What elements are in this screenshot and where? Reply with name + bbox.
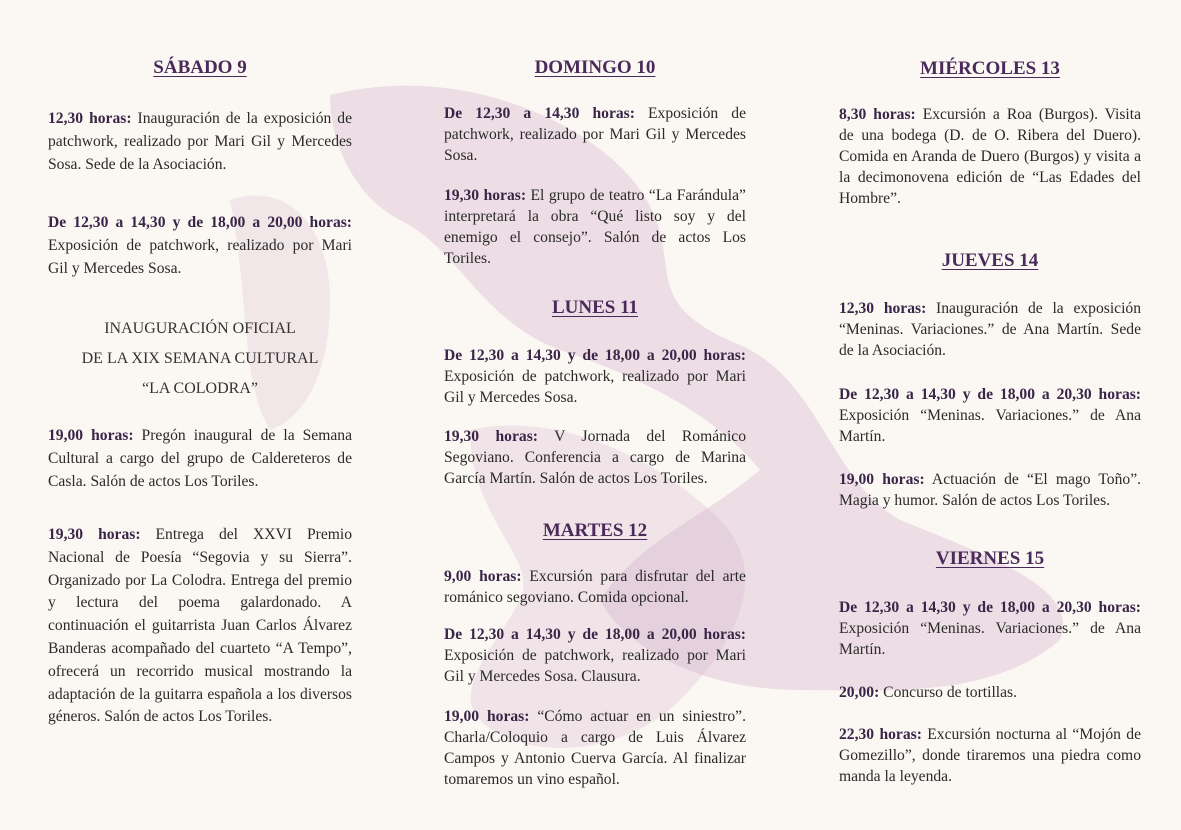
event-domingo-1 bbox=[444, 103, 746, 166]
event-time: 19,30 horas: bbox=[444, 428, 538, 445]
event-jueves-3 bbox=[839, 469, 1141, 511]
event-desc: Excursión nocturna al “Mojón de Gomezillo”, donde tiraremos una piedra como manda la leyenda. bbox=[839, 726, 1141, 785]
event-time: 20,00: bbox=[839, 684, 880, 701]
event-time: De 12,30 a 14,30 y de 18,00 a 20,00 horas: bbox=[444, 626, 746, 643]
event-time: 19,00 horas: bbox=[839, 471, 925, 488]
event-time: De 12,30 a 14,30 y de 18,00 a 20,00 horas: bbox=[444, 347, 746, 364]
event-desc: “Cómo actuar en un siniestro”. Charla/Coloquio a cargo de Luis Álvarez Campos y Antonio Cuerva García. Al finalizar tomaremos un vino español. bbox=[444, 708, 746, 788]
event-desc: Excursión a Roa (Burgos). Visita de una bodega (D. de O. Ribera del Duero). Comida en Aranda de Duero (Burgos) y visita a la decimonovena edición de “Las Edades del Hombre”. bbox=[839, 106, 1141, 207]
event-time: 19,00 horas: bbox=[444, 708, 530, 725]
event-lunes-1 bbox=[444, 345, 746, 408]
event-miercoles-1 bbox=[839, 104, 1141, 209]
event-martes-3 bbox=[444, 706, 746, 790]
event-time: 12,30 horas: bbox=[48, 110, 132, 127]
inaug-line: DE LA XIX SEMANA CULTURAL bbox=[81, 350, 319, 367]
event-desc: Exposición de patchwork, realizado por Mari Gil y Mercedes Sosa. bbox=[48, 236, 352, 277]
event-desc: Excursión para disfrutar del arte románico segoviano. Comida opcional. bbox=[444, 568, 746, 606]
day-heading-martes: MARTES 12 bbox=[542, 520, 648, 541]
inauguracion-oficial bbox=[48, 314, 352, 404]
event-desc: Exposición “Meninas. Variaciones.” de Ana Martín. bbox=[839, 620, 1141, 658]
event-martes-2 bbox=[444, 624, 746, 687]
event-jueves-1 bbox=[839, 298, 1141, 361]
event-time: 8,30 horas: bbox=[839, 106, 916, 123]
event-sabado-4 bbox=[48, 524, 352, 729]
event-martes-1 bbox=[444, 566, 746, 608]
inaug-line: “LA COLODRA” bbox=[142, 380, 258, 397]
day-heading-sabado: SÁBADO 9 bbox=[153, 57, 247, 78]
day-heading-viernes: VIERNES 15 bbox=[935, 548, 1045, 569]
day-heading-jueves: JUEVES 14 bbox=[941, 250, 1039, 271]
event-time: De 12,30 a 14,30 y de 18,00 a 20,30 horas: bbox=[839, 599, 1141, 616]
event-time: De 12,30 a 14,30 y de 18,00 a 20,30 horas: bbox=[839, 386, 1141, 403]
event-time: 9,00 horas: bbox=[444, 568, 522, 585]
event-desc: Exposición de patchwork, realizado por Mari Gil y Mercedes Sosa. bbox=[444, 368, 746, 406]
event-sabado-2 bbox=[48, 212, 352, 280]
event-lunes-2 bbox=[444, 426, 746, 489]
event-sabado-1 bbox=[48, 108, 352, 176]
event-desc: V Jornada del Románico Segoviano. Conferencia a cargo de Marina García Martín. Salón de actos Los Toriles. bbox=[444, 428, 747, 487]
event-time: De 12,30 a 14,30 horas: bbox=[444, 105, 635, 122]
day-heading-domingo: DOMINGO 10 bbox=[534, 57, 656, 78]
event-desc: Exposición de patchwork, realizado por Mari Gil y Mercedes Sosa. Clausura. bbox=[444, 647, 746, 685]
event-desc: Concurso de tortillas. bbox=[879, 684, 1018, 701]
event-desc: Exposición de patchwork, realizado por Mari Gil y Mercedes Sosa. bbox=[444, 105, 746, 164]
day-heading-lunes: LUNES 11 bbox=[551, 297, 639, 318]
event-desc: Entrega del XXVI Premio Nacional de Poesía “Segovia y su Sierra”. Organizado por La Colodra. Entrega del premio y lectura del poema galardonado. A continuación el guitarrista Juan Carlos Álvarez Banderas acompañado del cuarteto “A Tempo”, ofrecerá un recorrido musical mostrando la adaptación de la guitarra española a los diversos géneros. Salón de actos Los Toriles. bbox=[48, 526, 352, 726]
event-viernes-2 bbox=[839, 682, 1141, 703]
inaug-line: INAUGURACIÓN OFICIAL bbox=[104, 320, 296, 337]
event-sabado-3 bbox=[48, 425, 352, 493]
event-desc: Exposición “Meninas. Variaciones.” de Ana Martín. bbox=[839, 407, 1141, 445]
event-desc: Pregón inaugural de la Semana Cultural a cargo del grupo de Caldereteros de Casla. Salón de actos Los Toriles. bbox=[48, 427, 352, 490]
event-time: 19,00 horas: bbox=[48, 427, 134, 444]
event-desc: Actuación de “El mago Toño”. Magia y humor. Salón de actos Los Toriles. bbox=[839, 471, 1142, 509]
event-time: De 12,30 a 14,30 y de 18,00 a 20,00 horas: bbox=[48, 214, 352, 231]
event-desc: Inauguración de la exposición “Meninas. Variaciones.” de Ana Martín. Sede de la Asociación. bbox=[839, 300, 1142, 359]
event-desc: El grupo de teatro “La Farándula” interpretará la obra “Qué listo soy y del enemigo el consejo”. Salón de actos Los Toriles. bbox=[444, 187, 746, 267]
event-time: 19,30 horas: bbox=[444, 187, 527, 204]
event-time: 22,30 horas: bbox=[839, 726, 922, 743]
event-time: 19,30 horas: bbox=[48, 526, 141, 543]
event-viernes-1 bbox=[839, 597, 1141, 660]
day-heading-miercoles: MIÉRCOLES 13 bbox=[920, 58, 1060, 79]
event-desc: Inauguración de la exposición de patchwork, realizado por Mari Gil y Mercedes Sosa. Sede de la Asociación. bbox=[48, 110, 352, 173]
event-viernes-3 bbox=[839, 724, 1141, 787]
event-time: 12,30 horas: bbox=[839, 300, 927, 317]
event-domingo-2 bbox=[444, 185, 746, 269]
event-jueves-2 bbox=[839, 384, 1141, 447]
